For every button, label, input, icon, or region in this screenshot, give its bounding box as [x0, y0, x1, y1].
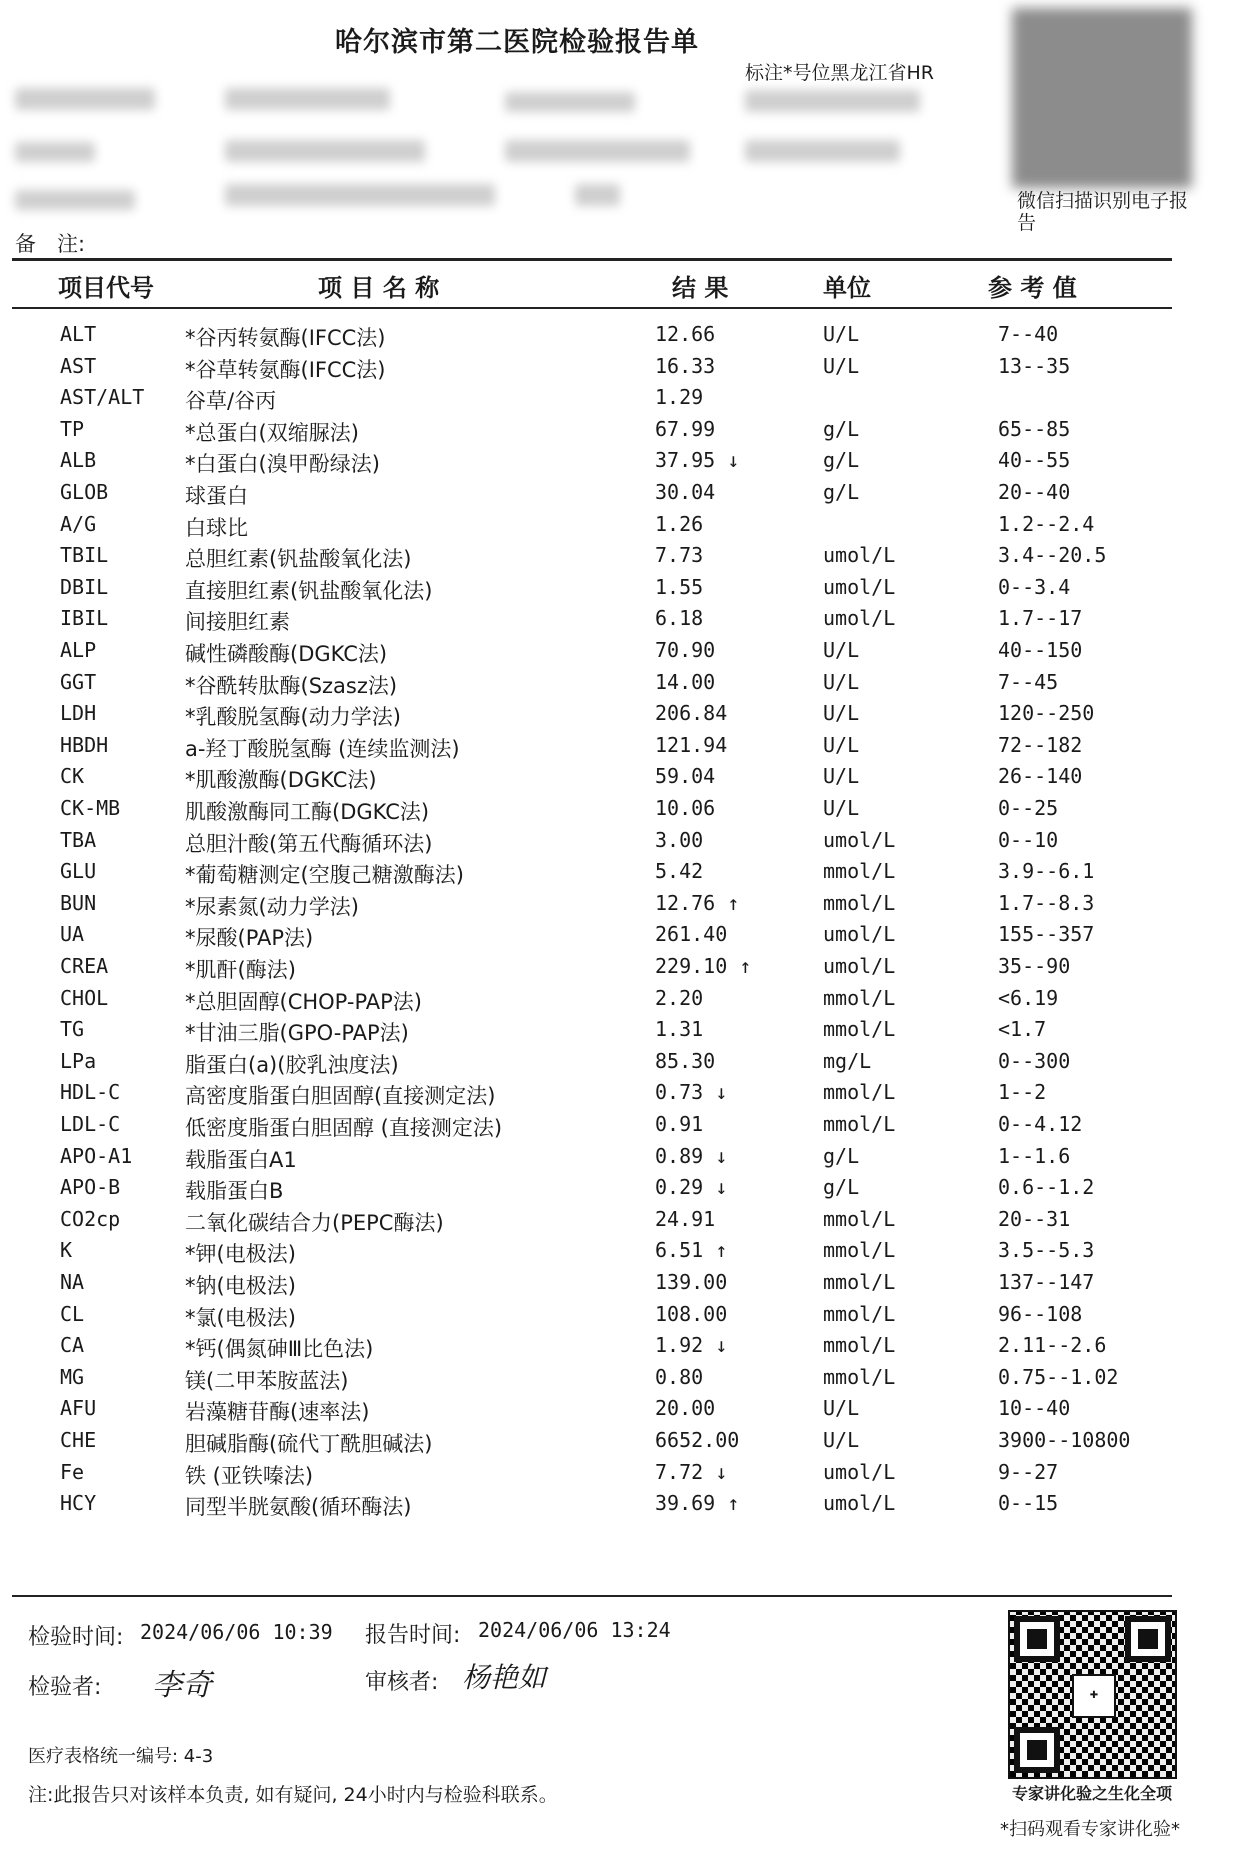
row-code: GLU: [60, 859, 97, 884]
row-name: 镁(二甲苯胺蓝法): [185, 1368, 349, 1393]
row-result: 6652.00: [655, 1428, 740, 1452]
table-row: [0, 670, 1241, 702]
row-result: 139.00: [655, 1270, 728, 1294]
row-reference: 0--10: [998, 827, 1059, 852]
col-header-reference: 参 考 值: [988, 274, 1077, 302]
row-unit: g/L: [823, 480, 860, 504]
col-header-result: 结 果: [672, 274, 729, 302]
row-code: ALP: [60, 638, 97, 662]
row-result: 1.55: [655, 574, 704, 599]
row-unit: U/L: [823, 638, 860, 662]
row-name: *谷酰转肽酶(Szasz法): [185, 673, 398, 698]
row-result: 12.76 ↑: [655, 890, 740, 915]
row-unit: U/L: [823, 1428, 860, 1452]
row-name: *葡萄糖测定(空腹己糖激酶法): [185, 863, 464, 888]
row-code: AST: [60, 353, 97, 378]
row-code: APO-B: [60, 1175, 121, 1200]
row-code: GGT: [60, 669, 97, 694]
row-result: 261.40: [655, 922, 728, 947]
tester-signature: 李奇: [152, 1668, 212, 1703]
row-unit: mmol/L: [823, 1301, 896, 1326]
row-result: 10.06: [655, 796, 716, 820]
row-reference: 20--31: [998, 1206, 1071, 1231]
reviewer-signature: 杨艳如: [462, 1661, 547, 1694]
row-code: DBIL: [60, 574, 109, 599]
row-reference: 120--250: [998, 701, 1095, 726]
row-code: CK-MB: [60, 796, 121, 820]
table-row: [0, 606, 1241, 638]
row-name: 高密度脂蛋白胆固醇(直接测定法): [185, 1084, 496, 1109]
report-time-label: 报告时间:: [365, 1623, 461, 1648]
row-unit: mmol/L: [823, 1080, 896, 1105]
row-reference: 2.11--2.6: [998, 1333, 1107, 1358]
table-row: [0, 1238, 1241, 1270]
table-row: [0, 764, 1241, 796]
row-code: HCY: [60, 1491, 97, 1516]
row-name: 岩藻糖苷酶(速率法): [185, 1400, 370, 1425]
row-reference: <1.7: [998, 1017, 1047, 1042]
row-result: 16.33: [655, 353, 716, 378]
row-unit: U/L: [823, 353, 860, 378]
row-name: 总胆汁酸(第五代酶循环法): [185, 831, 433, 856]
row-reference: 65--85: [998, 416, 1071, 441]
row-unit: mmol/L: [823, 1270, 896, 1294]
row-name: *谷丙转氨酶(IFCC法): [185, 326, 386, 350]
row-reference: 3900--10800: [998, 1428, 1131, 1452]
row-reference: 10--40: [998, 1396, 1071, 1421]
table-row: [0, 1491, 1241, 1523]
row-reference: 26--140: [998, 764, 1083, 789]
mark-note: 标注*号位黑龙江省HR: [745, 62, 934, 84]
row-result: 59.04: [655, 764, 716, 789]
row-name: *总蛋白(双缩脲法): [185, 420, 359, 445]
row-reference: 0.6--1.2: [998, 1175, 1095, 1200]
row-result: 1.29: [655, 385, 704, 410]
row-unit: umol/L: [823, 827, 896, 852]
row-result: 1.26: [655, 511, 704, 536]
row-result: 70.90: [655, 638, 716, 662]
row-name: *钠(电极法): [185, 1274, 296, 1298]
row-name: 胆碱脂酶(硫代丁酰胆碱法): [185, 1432, 433, 1456]
test-time-label: 检验时间:: [28, 1625, 124, 1650]
footer-rule: [12, 1595, 1172, 1597]
qr-logo-icon: ✚: [1072, 1674, 1116, 1718]
row-unit: mmol/L: [823, 1112, 896, 1136]
row-reference: 137--147: [998, 1270, 1095, 1294]
row-code: CA: [60, 1333, 85, 1358]
row-unit: mmol/L: [823, 1206, 896, 1231]
row-result: 229.10 ↑: [655, 954, 752, 978]
row-name: 同型半胱氨酸(循环酶法): [185, 1495, 412, 1520]
row-name: 脂蛋白(a)(胶乳浊度法): [185, 1052, 399, 1077]
row-unit: U/L: [823, 732, 860, 757]
row-unit: mmol/L: [823, 985, 896, 1010]
row-unit: mg/L: [823, 1048, 872, 1073]
row-code: CHE: [60, 1428, 97, 1452]
row-reference: 1--2: [998, 1080, 1047, 1105]
row-result: 5.42: [655, 859, 704, 884]
row-unit: mmol/L: [823, 1333, 896, 1358]
row-code: MG: [60, 1364, 85, 1389]
row-unit: umol/L: [823, 1491, 896, 1516]
row-name: 球蛋白: [185, 484, 248, 508]
table-row: [0, 1270, 1241, 1302]
row-reference: 13--35: [998, 353, 1071, 378]
table-row: [0, 1049, 1241, 1081]
row-code: TBA: [60, 827, 97, 852]
row-code: HBDH: [60, 732, 109, 757]
row-reference: 3.5--5.3: [998, 1238, 1095, 1263]
row-code: CK: [60, 764, 85, 789]
table-row: [0, 1207, 1241, 1239]
row-reference: 0--4.12: [998, 1112, 1083, 1136]
row-name: 载脂蛋白A1: [185, 1147, 297, 1172]
row-name: *钙(偶氮砷Ⅲ比色法): [185, 1337, 374, 1362]
table-row: [0, 1396, 1241, 1428]
table-row: [0, 986, 1241, 1018]
row-reference: 1.7--8.3: [998, 890, 1095, 915]
row-result: 0.91: [655, 1112, 704, 1136]
row-unit: umol/L: [823, 1459, 896, 1484]
table-row: [0, 575, 1241, 607]
remark-label: 备 注:: [15, 232, 86, 256]
row-reference: <6.19: [998, 985, 1059, 1010]
row-reference: 40--150: [998, 638, 1083, 662]
row-unit: U/L: [823, 701, 860, 726]
table-row: [0, 733, 1241, 765]
row-result: 85.30: [655, 1048, 716, 1073]
row-code: CREA: [60, 954, 109, 978]
table-row: [0, 701, 1241, 733]
col-header-unit: 单位: [823, 274, 871, 302]
table-row: [0, 417, 1241, 449]
row-code: AST/ALT: [60, 385, 145, 410]
row-reference: 0--300: [998, 1048, 1071, 1073]
row-unit: mmol/L: [823, 859, 896, 884]
row-reference: 155--357: [998, 922, 1095, 947]
row-unit: umol/L: [823, 922, 896, 947]
row-code: IBIL: [60, 606, 109, 631]
table-row: [0, 1333, 1241, 1365]
row-unit: g/L: [823, 1143, 860, 1168]
table-row: [0, 1112, 1241, 1144]
col-header-code: 项目代号: [58, 274, 154, 302]
row-name: *乳酸脱氢酶(动力学法): [185, 705, 401, 730]
table-row: [0, 891, 1241, 923]
row-code: Fe: [60, 1459, 85, 1484]
row-name: *肌酸激酶(DGKC法): [185, 768, 377, 793]
row-result: 206.84: [655, 701, 728, 726]
row-name: *甘油三脂(GPO-PAP法): [185, 1021, 409, 1046]
row-code: ALT: [60, 322, 97, 346]
row-result: 37.95 ↓: [655, 448, 740, 473]
table-row: [0, 354, 1241, 386]
row-unit: g/L: [823, 448, 860, 473]
row-unit: mmol/L: [823, 1017, 896, 1042]
table-row: [0, 954, 1241, 986]
table-header-rule: [12, 307, 1172, 309]
form-number: 医疗表格统一编号: 4-3: [28, 1746, 214, 1767]
test-time: 2024/06/06 10:39: [140, 1620, 333, 1644]
table-row: [0, 1460, 1241, 1492]
table-row: [0, 1365, 1241, 1397]
row-code: TP: [60, 416, 85, 441]
row-result: 30.04: [655, 480, 716, 504]
row-name: 直接胆红素(钒盐酸氧化法): [185, 578, 433, 603]
row-result: 2.20: [655, 985, 704, 1010]
row-reference: 72--182: [998, 732, 1083, 757]
row-result: 6.51 ↑: [655, 1238, 728, 1263]
row-name: 二氧化碳结合力(PEPC酶法): [185, 1210, 444, 1235]
row-result: 0.29 ↓: [655, 1175, 728, 1200]
qr-caption-1: 专家讲化验之生化全项: [1012, 1784, 1173, 1803]
row-unit: umol/L: [823, 543, 896, 568]
row-code: TG: [60, 1017, 85, 1042]
row-unit: mmol/L: [823, 890, 896, 915]
row-unit: g/L: [823, 416, 860, 441]
table-row: [0, 1175, 1241, 1207]
row-reference: 9--27: [998, 1459, 1059, 1484]
qr-caption: 微信扫描识别电子报告: [1017, 190, 1189, 234]
row-result: 24.91: [655, 1206, 716, 1231]
row-code: LDL-C: [60, 1112, 121, 1136]
qr-code: [1008, 1610, 1177, 1779]
row-code: BUN: [60, 890, 97, 915]
row-unit: U/L: [823, 1396, 860, 1421]
blurred-qr-code: [1012, 8, 1192, 188]
row-unit: umol/L: [823, 954, 896, 978]
row-result: 20.00: [655, 1396, 716, 1421]
row-unit: U/L: [823, 796, 860, 820]
table-row: [0, 448, 1241, 480]
tester-label: 检验者:: [28, 1675, 102, 1700]
row-code: K: [60, 1238, 73, 1263]
row-code: ALB: [60, 448, 97, 473]
row-result: 0.73 ↓: [655, 1080, 728, 1105]
table-row: [0, 1080, 1241, 1112]
row-name: *氯(电极法): [185, 1305, 296, 1330]
row-name: 肌酸激酶同工酶(DGKC法): [185, 800, 430, 824]
row-name: *钾(电极法): [185, 1242, 296, 1267]
table-row: [0, 922, 1241, 954]
row-result: 14.00: [655, 669, 716, 694]
table-row: [0, 1017, 1241, 1049]
row-name: 碱性磷酸酶(DGKC法): [185, 642, 388, 666]
row-result: 108.00: [655, 1301, 728, 1326]
row-code: CL: [60, 1301, 85, 1326]
row-name: *肌酐(酶法): [185, 958, 296, 982]
row-code: TBIL: [60, 543, 109, 568]
row-name: *尿素氮(动力学法): [185, 894, 359, 919]
row-reference: 1--1.6: [998, 1143, 1071, 1168]
table-row: [0, 638, 1241, 670]
row-code: UA: [60, 922, 85, 947]
row-result: 1.31: [655, 1017, 704, 1042]
row-reference: 0--25: [998, 796, 1059, 820]
table-row: [0, 385, 1241, 417]
row-code: NA: [60, 1270, 85, 1294]
row-unit: mmol/L: [823, 1238, 896, 1263]
row-code: APO-A1: [60, 1143, 133, 1168]
row-reference: 0--3.4: [998, 574, 1071, 599]
row-unit: umol/L: [823, 606, 896, 631]
row-reference: 3.9--6.1: [998, 859, 1095, 884]
row-result: 7.73: [655, 543, 704, 568]
qr-caption-2: *扫码观看专家讲化验*: [1000, 1819, 1180, 1840]
table-row: [0, 796, 1241, 828]
row-name: 总胆红素(钒盐酸氧化法): [185, 547, 412, 572]
row-code: CHOL: [60, 985, 109, 1010]
row-unit: U/L: [823, 764, 860, 789]
row-reference: 3.4--20.5: [998, 543, 1107, 568]
row-name: 谷草/谷丙: [185, 389, 277, 414]
row-unit: U/L: [823, 322, 860, 346]
row-name: 低密度脂蛋白胆固醇 (直接测定法): [185, 1116, 503, 1140]
row-result: 12.66: [655, 322, 716, 346]
table-row: [0, 543, 1241, 575]
row-code: HDL-C: [60, 1080, 121, 1105]
col-header-name: 项 目 名 称: [318, 274, 440, 302]
table-row: [0, 512, 1241, 544]
row-unit: g/L: [823, 1175, 860, 1200]
row-name: 铁 (亚铁嗪法): [185, 1463, 314, 1488]
report-title: 哈尔滨市第二医院检验报告单: [335, 27, 699, 58]
row-name: 白球比: [185, 515, 248, 540]
row-code: GLOB: [60, 480, 109, 504]
table-top-rule: [12, 258, 1172, 261]
row-name: 载脂蛋白B: [185, 1179, 284, 1204]
row-code: LPa: [60, 1048, 97, 1073]
row-result: 121.94: [655, 732, 728, 757]
row-result: 0.80: [655, 1364, 704, 1389]
row-unit: mmol/L: [823, 1364, 896, 1389]
table-row: [0, 1302, 1241, 1334]
row-name: *白蛋白(溴甲酚绿法): [185, 452, 380, 477]
table-row: [0, 1144, 1241, 1176]
row-name: *谷草转氨酶(IFCC法): [185, 357, 386, 382]
table-row: [0, 828, 1241, 860]
row-name: 间接胆红素: [185, 610, 290, 635]
row-code: LDH: [60, 701, 97, 726]
row-name: a-羟丁酸脱氢酶 (连续监测法): [185, 736, 460, 761]
row-result: 6.18: [655, 606, 704, 631]
row-reference: 0.75--1.02: [998, 1364, 1119, 1389]
row-result: 39.69 ↑: [655, 1491, 740, 1516]
row-name: *总胆固醇(CHOP-PAP法): [185, 989, 422, 1014]
row-code: CO2cp: [60, 1206, 121, 1231]
reviewer-label: 审核者:: [365, 1670, 439, 1695]
report-time: 2024/06/06 13:24: [478, 1618, 671, 1642]
table-row: [0, 1428, 1241, 1460]
table-row: [0, 859, 1241, 891]
table-row: [0, 480, 1241, 512]
row-result: 7.72 ↓: [655, 1459, 728, 1484]
row-unit: umol/L: [823, 574, 896, 599]
row-reference: 40--55: [998, 448, 1071, 473]
row-reference: 1.7--17: [998, 606, 1083, 631]
row-code: AFU: [60, 1396, 97, 1421]
row-reference: 0--15: [998, 1491, 1059, 1516]
row-reference: 20--40: [998, 480, 1071, 504]
row-result: 3.00: [655, 827, 704, 852]
table-row: [0, 322, 1241, 354]
disclaimer: 注:此报告只对该样本负责, 如有疑问, 24小时内与检验科联系。: [28, 1784, 558, 1806]
row-result: 1.92 ↓: [655, 1333, 728, 1358]
row-name: *尿酸(PAP法): [185, 926, 314, 951]
row-code: A/G: [60, 511, 97, 536]
row-reference: 35--90: [998, 954, 1071, 978]
row-reference: 96--108: [998, 1301, 1083, 1326]
row-result: 67.99: [655, 416, 716, 441]
row-reference: 7--45: [998, 669, 1059, 694]
row-result: 0.89 ↓: [655, 1143, 728, 1168]
row-reference: 7--40: [998, 322, 1059, 346]
row-unit: U/L: [823, 669, 860, 694]
row-reference: 1.2--2.4: [998, 511, 1095, 536]
